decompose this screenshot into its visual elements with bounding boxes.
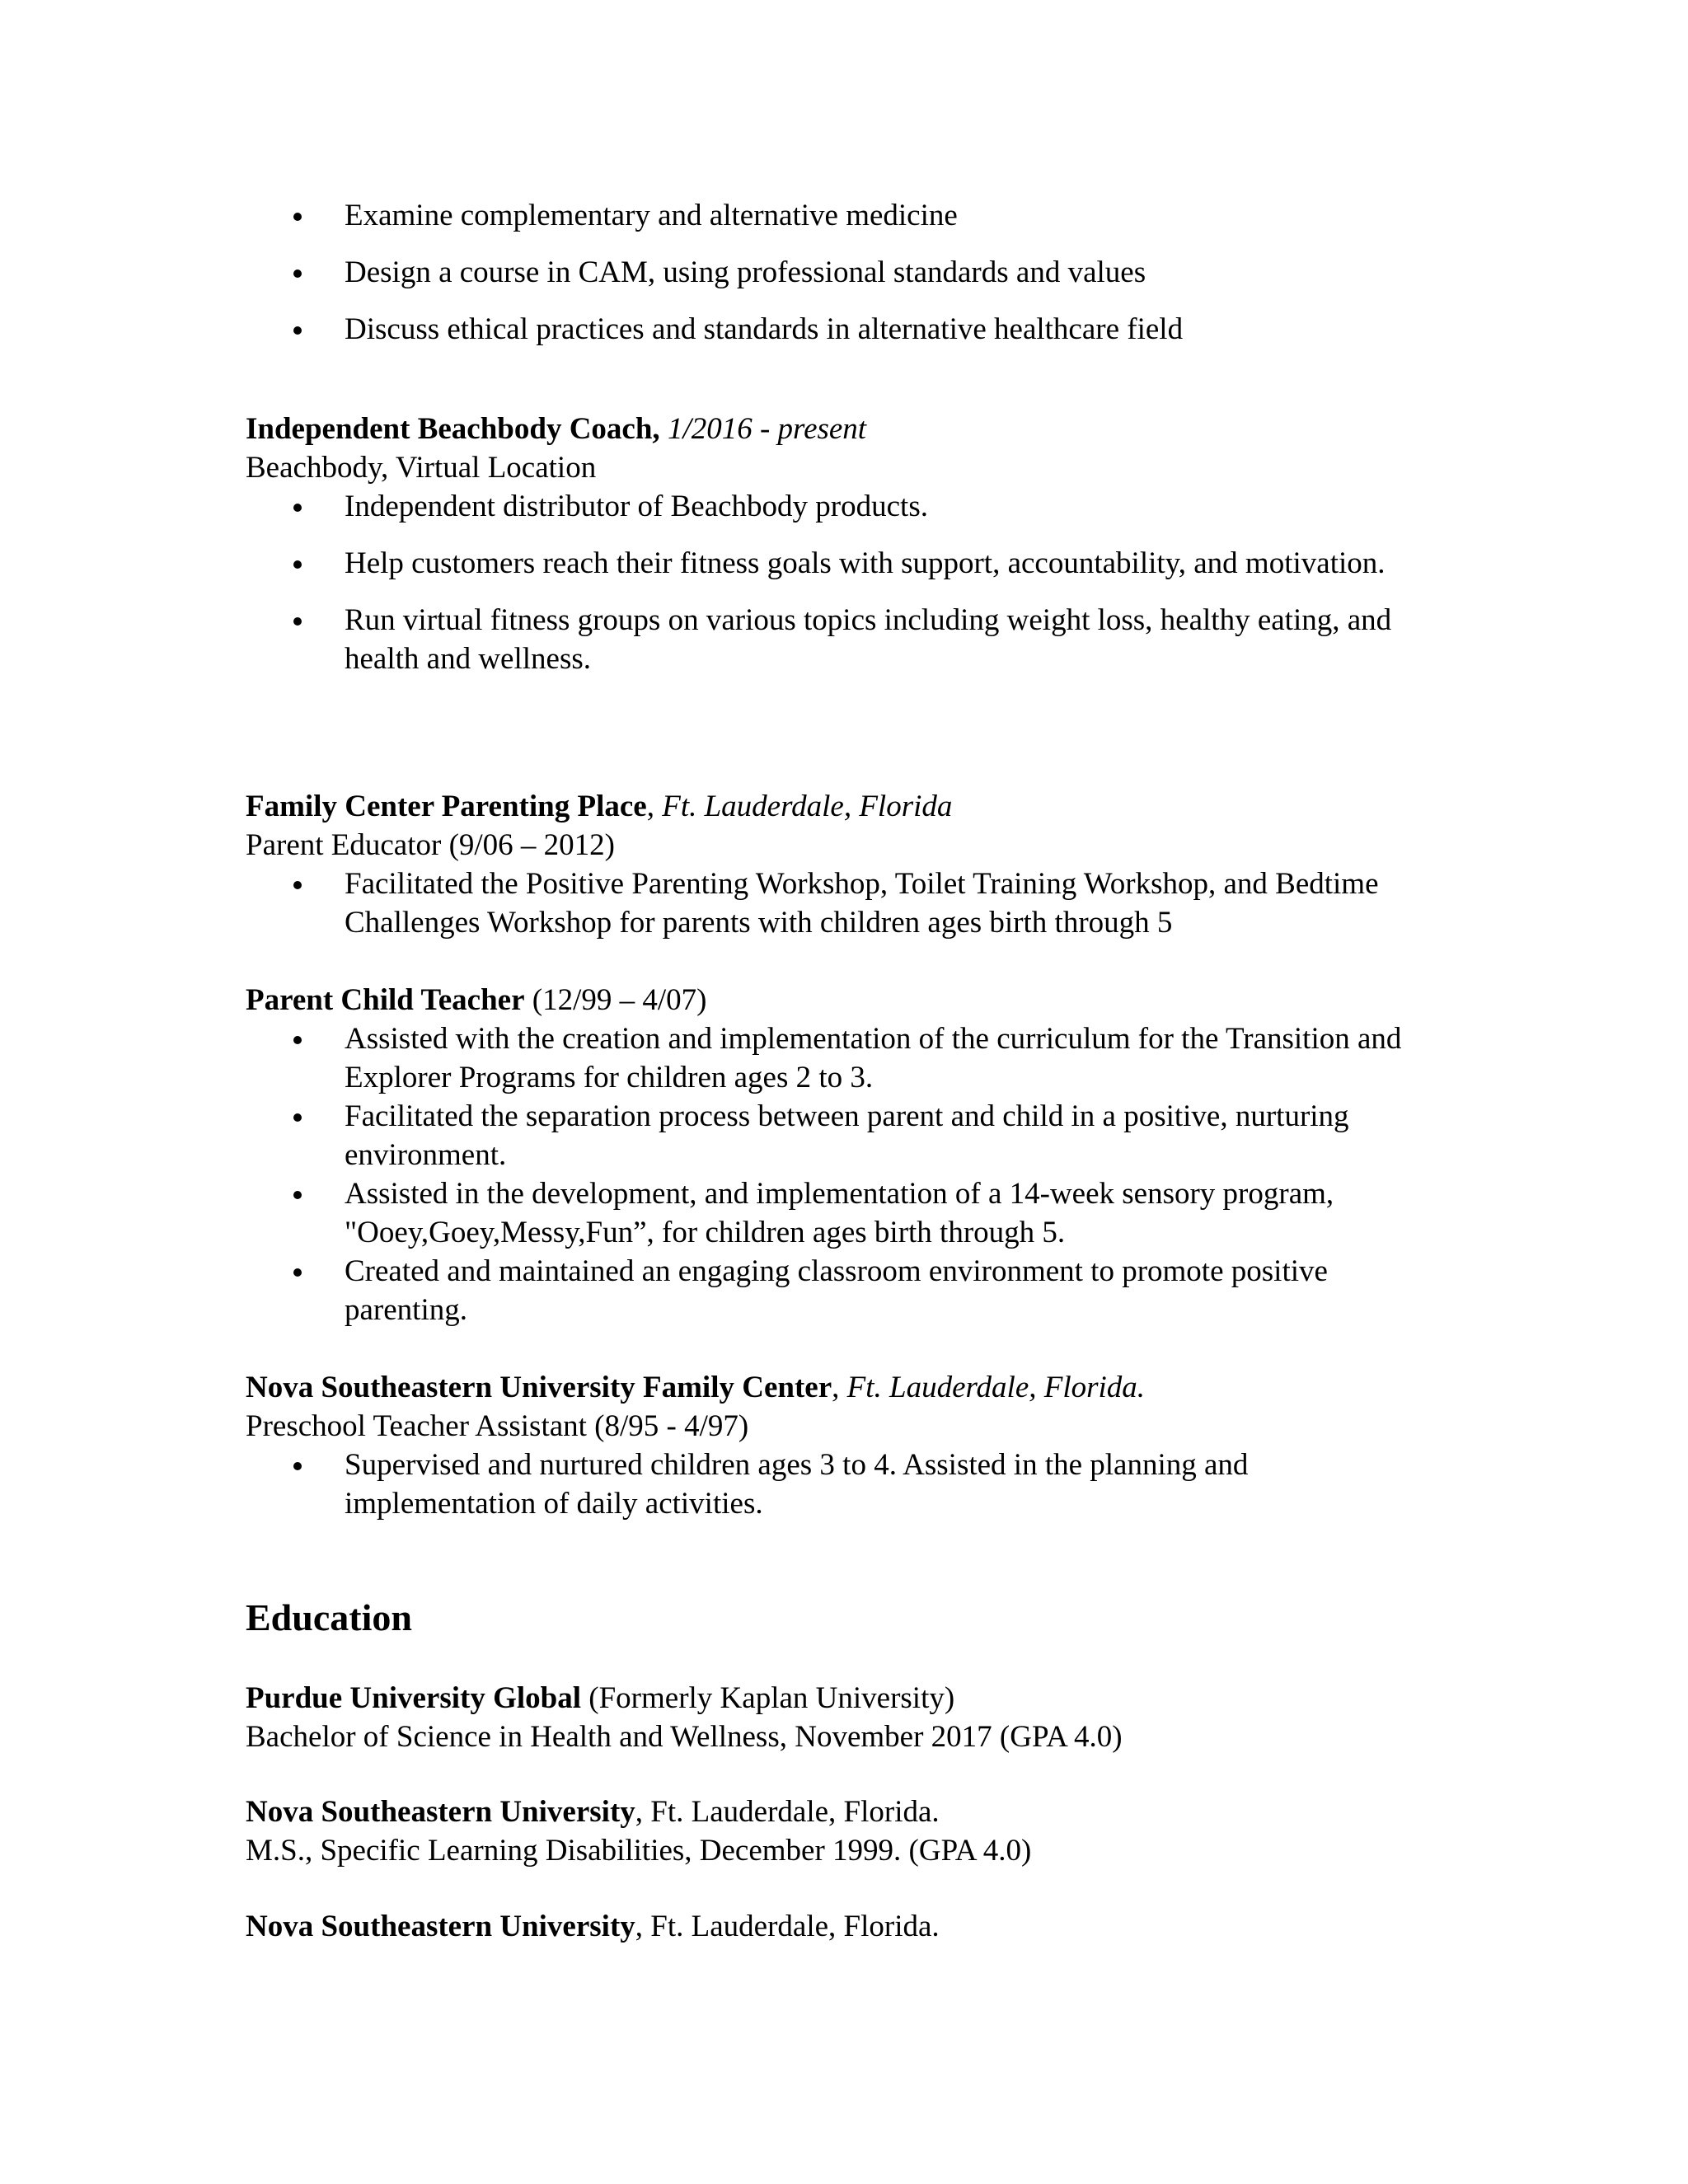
job-org-line: Beachbody, Virtual Location [246,451,597,485]
school-location: , Ft. Lauderdale, Florida. [635,1910,940,1943]
family-center-section [246,787,1531,942]
job-bullets [246,865,1416,942]
education-entry [246,1793,1531,1870]
education-entry [246,1679,1531,1756]
degree-line: Bachelor of Science in Health and Wellness, November 2017 (GPA 4.0) [246,1720,1123,1754]
role-dates: (12/99 – 4/07) [532,983,707,1017]
school-name: Nova Southeastern University [246,1910,635,1943]
beachbody-section [246,410,1531,678]
org-location: Ft. Lauderdale, Florida [662,790,953,823]
list-item: Design a course in CAM, using professional standards and values [246,253,1531,292]
role-line [246,981,1531,1019]
list-item: Help customers reach their fitness goals with support, accountability, and motivation. [246,544,1416,583]
cam-course-bullets [246,196,1531,349]
org-location: Ft. Lauderdale, Florida. [846,1371,1146,1404]
school-name: Purdue University Global [246,1681,582,1715]
org-name: Nova Southeastern University Family Center [246,1371,832,1404]
list-item: Facilitated the Positive Parenting Workshop, Toilet Training Workshop, and Bedtime Challenges Workshop for parents with children ages birth through 5 [246,865,1416,942]
school-location: , Ft. Lauderdale, Florida. [635,1795,940,1829]
job-dates: 1/2016 - present [667,412,867,446]
org-line [246,1368,1531,1407]
role-line: Preschool Teacher Assistant (8/95 - 4/97) [246,1409,749,1443]
job-title: Independent Beachbody Coach, [246,412,660,446]
job-title-line [246,410,1531,448]
list-item: Assisted in the development, and implementation of a 14-week sensory program, "Ooey,Goey,Messy,Fun”, for children ages birth through 5. [246,1174,1432,1252]
job-bullets [246,1446,1416,1523]
list-item: Independent distributor of Beachbody products. [246,487,1416,526]
list-item: Supervised and nurtured children ages 3 to 4. Assisted in the planning and implementation of daily activities. [246,1446,1416,1523]
list-item: Examine complementary and alternative medicine [246,196,1531,235]
nova-family-center-section [246,1368,1531,1523]
list-item: Run virtual fitness groups on various topics including weight loss, healthy eating, and health and wellness. [246,601,1416,678]
school-note: (Formerly Kaplan University) [581,1681,955,1715]
org-name: Family Center Parenting Place [246,790,647,823]
role-title: Parent Child Teacher [246,983,525,1017]
list-item: Discuss ethical practices and standards in alternative healthcare field [246,310,1531,349]
degree-line: M.S., Specific Learning Disabilities, December 1999. (GPA 4.0) [246,1834,1032,1868]
separator: , [646,790,654,823]
parent-child-section [246,981,1531,1329]
separator: , [832,1371,840,1404]
job-bullets [246,1019,1432,1329]
list-item: Created and maintained an engaging classroom environment to promote positive parenting. [246,1252,1432,1329]
list-item: Facilitated the separation process between parent and child in a positive, nurturing environment. [246,1097,1432,1174]
role-line: Parent Educator (9/06 – 2012) [246,828,615,862]
school-name: Nova Southeastern University [246,1795,635,1829]
education-heading: Education [246,1596,412,1638]
education-entry [246,1907,1531,1946]
job-bullets [246,487,1416,678]
org-line [246,787,1531,826]
list-item: Assisted with the creation and implementation of the curriculum for the Transition and Explorer Programs for children ages 2 to 3. [246,1019,1432,1097]
